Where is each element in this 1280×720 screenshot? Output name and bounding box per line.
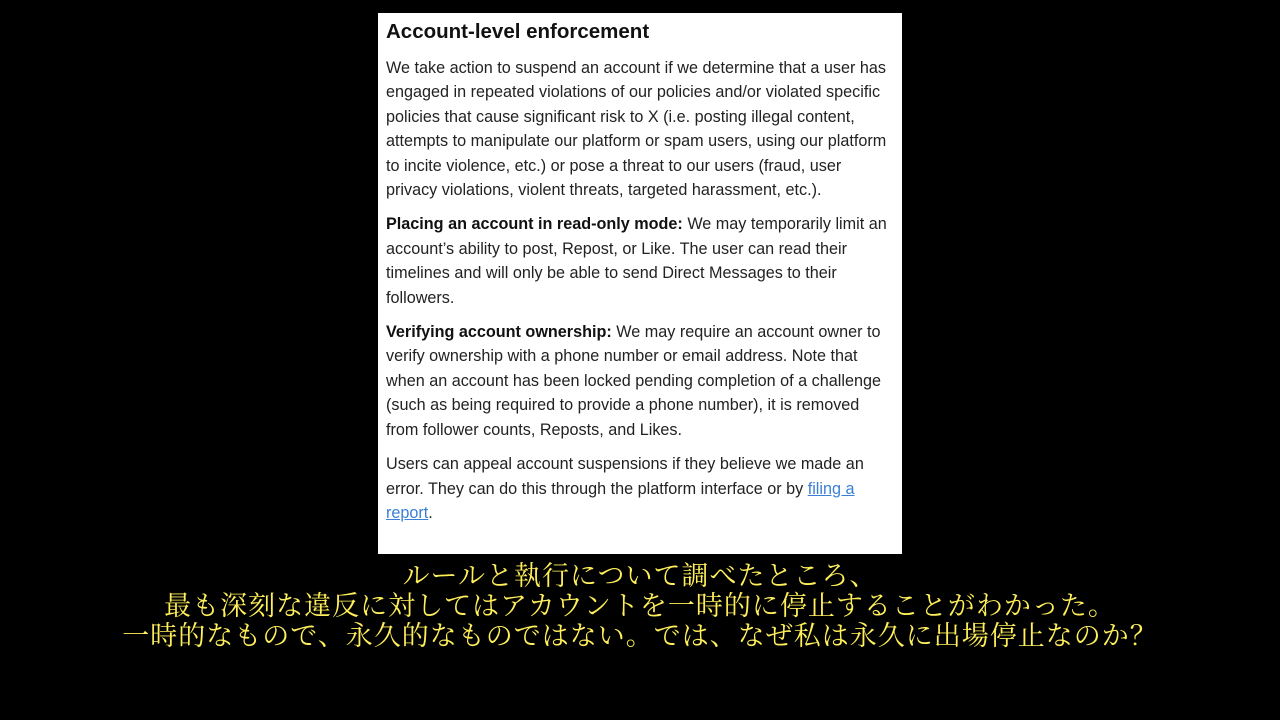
verify-ownership-text: We may require an account owner to verify ownership with a phone number or email address. Note that when an account has been locked pending completion of a challenge (such as being required to provide a phone number), it is removed from follower counts, Reposts, and Likes. bbox=[386, 323, 881, 439]
appeal-paragraph bbox=[386, 452, 894, 525]
verify-ownership-paragraph bbox=[386, 320, 894, 442]
read-only-mode-heading: Placing an account in read-only mode: bbox=[386, 215, 683, 234]
read-only-mode-text: We may temporarily limit an account’s ability to post, Repost, or Like. The user can read their timelines and will only be able to send Direct Messages to their followers. bbox=[386, 215, 887, 307]
verify-ownership-heading: Verifying account ownership: bbox=[386, 323, 612, 342]
policy-document-card bbox=[378, 13, 902, 554]
document-title: Account-level enforcement bbox=[386, 20, 650, 43]
appeal-text: Users can appeal account suspensions if they believe we made an error. They can do this through the platform interface or by bbox=[386, 455, 864, 498]
intro-paragraph: We take action to suspend an account if we determine that a user has engaged in repeated violations of our policies and/or violated specific policies that cause significant risk to X (i.e. posting illegal content, attempts to manipulate our platform or spam users, using our platform to incite violence, etc.) or pose a threat to our users (fraud, user privacy violations, violent threats, targeted harassment, etc.). bbox=[386, 59, 887, 200]
subtitle-block bbox=[0, 562, 1280, 652]
subtitle-line-2: 最も深刻な違反に対してはアカウントを一時的に停止することがわかった。 bbox=[164, 591, 1116, 622]
read-only-mode-paragraph bbox=[386, 212, 894, 310]
subtitle-line-3: 一時的なもので、永久的なものではない。では、なぜ私は永久に出場停止なのか？ bbox=[122, 621, 1158, 652]
subtitle-line-1: ルールと執行について調べたところ、 bbox=[402, 561, 878, 592]
appeal-end: . bbox=[428, 503, 433, 522]
filing-report-link[interactable]: filing a report bbox=[386, 479, 855, 522]
